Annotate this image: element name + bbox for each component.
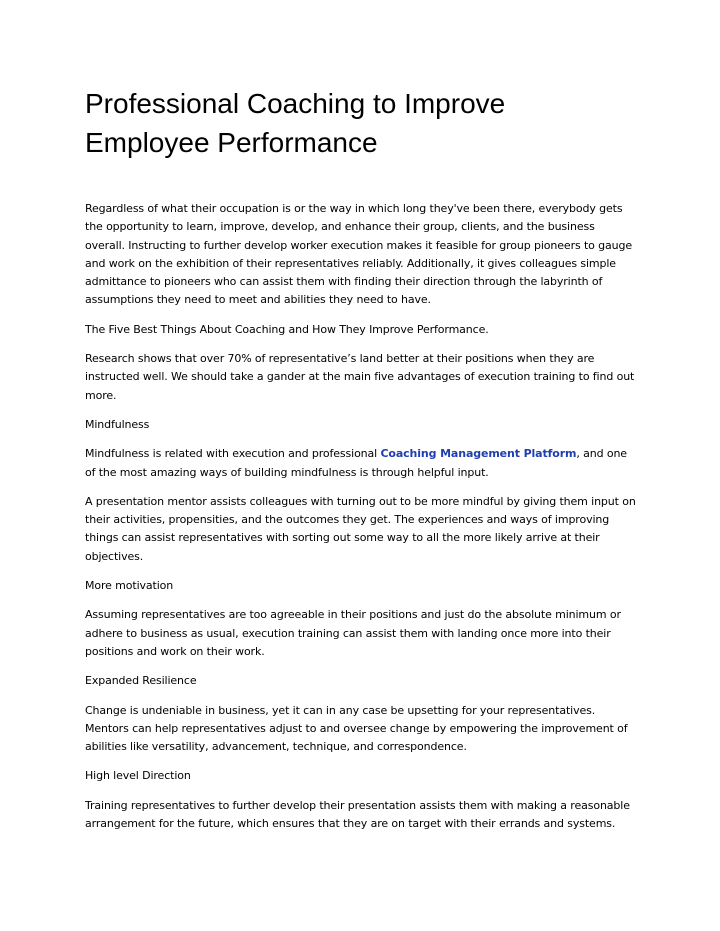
mindfulness-paragraph: [85, 445, 637, 482]
mindfulness-text-before: Mindfulness is related with execution and professional: [85, 447, 381, 461]
document-page: [85, 84, 637, 844]
research-paragraph: Research shows that over 70% of representative’s land better at their positions when they are instructed well. We should take a gander at the main five advantages of execution training to find out more.: [85, 352, 635, 402]
resilience-paragraph: Change is undeniable in business, yet it can in any case be upsetting for your representatives. Mentors can help representatives adjust to and oversee change by empowering the improvement of abilities like versatility, advancement, technique, and correspondence.: [85, 703, 628, 754]
intro-paragraph: Regardless of what their occupation is or the way in which long they've been there, everybody gets the opportunity to learn, improve, develop, and enhance their group, clients, and the business overall. Instructing to further develop worker execution makes it feasible for group pioneers to gauge and work on the exhibition of their representatives reliably. Additionally, it gives colleagues simple admittance to pioneers who can assist them with finding their direction through the labyrinth of assumptions they need to meet and abilities they need to have.: [85, 202, 632, 307]
coaching-platform-link[interactable]: Coaching Management Platform: [380, 447, 577, 461]
section-heading-resilience: Expanded Resilience: [85, 674, 197, 688]
mindfulness-text-after: , and one of the most amazing ways of building mindfulness is through helpful input.: [85, 447, 627, 479]
motivation-paragraph: Assuming representatives are too agreeable in their positions and just do the absolute minimum or adhere to business as usual, execution training can assist them with landing once more into their positions and work on their work.: [85, 608, 621, 658]
section-heading-motivation: More motivation: [85, 579, 174, 593]
section-heading-mindfulness: Mindfulness: [85, 417, 150, 431]
document-title: Professional Coaching to Improve Employee Performance: [85, 88, 506, 158]
five-things-line: The Five Best Things About Coaching and How They Improve Performance.: [85, 322, 489, 336]
mindfulness-paragraph-2: A presentation mentor assists colleagues with turning out to be more mindful by giving them input on their activities, propensities, and the outcomes they get. The experiences and ways of improving things can assist representatives with sorting out some way to all the more likely arrive at their objectives.: [85, 494, 636, 563]
section-heading-direction: High level Direction: [85, 769, 191, 783]
direction-paragraph: Training representatives to further develop their presentation assists them with making a reasonable arrangement for the future, which ensures that they are on target with their errands and systems.: [85, 798, 630, 831]
